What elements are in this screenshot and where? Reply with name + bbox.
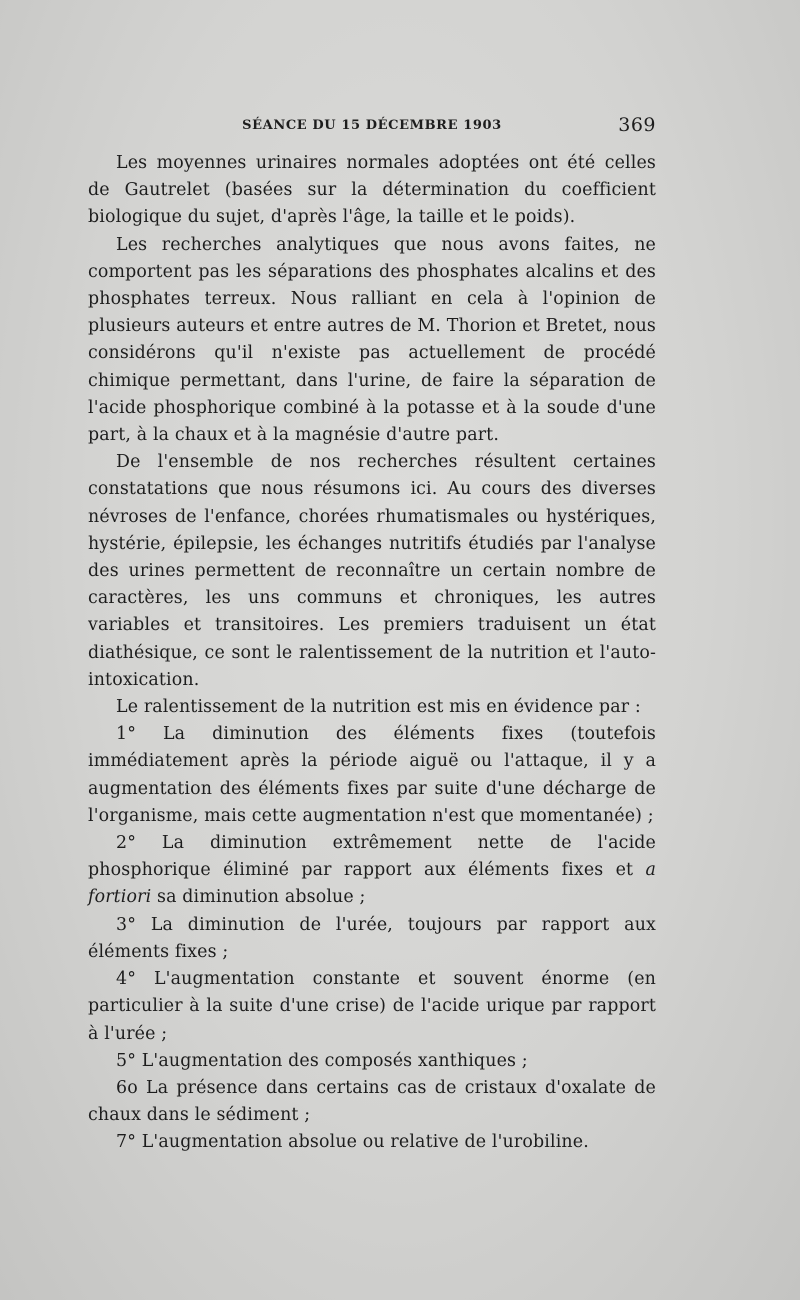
paragraph-analytical-research: Les recherches analytiques que nous avons faites, ne comportent pas les séparations des phosphates alcalins et des phosphates terreux. Nous ralliant en cela à l'opinion de plusieurs auteurs et entre autres de M. Thorion et Bretet, nous considérons qu'il n'existe pas actuellement de procédé chimique permettant, dans l'urine, de faire la séparation de l'acide phosphorique combiné à la potasse et à la soude d'une part, à la chaux et à la magnésie d'autre part. bbox=[88, 234, 656, 446]
list-item-7: 7° L'augmentation absolue ou relative de l'urobiline. bbox=[116, 1132, 589, 1153]
list-item-2-italic: a fortiori bbox=[88, 860, 656, 908]
list-item-2-text-a: 2° La diminution extrêmement nette de l'acide phosphorique éliminé par rapport aux éléments fixes et bbox=[88, 833, 656, 881]
paragraph-findings: De l'ensemble de nos recherches résultent certaines constatations que nous résumons ici. Au cours des diverses névroses de l'enfance, chorées rhumatismales ou hystériques, hystérie, épilepsie, les échanges nutritifs étudiés par l'analyse des urines permettent de reconnaître un certain nombre de caractères, les uns communs et chroniques, les autres variables et transitoires. Les premiers traduisent un état diathésique, ce sont le ralentissement de la nutrition et l'auto-intoxication. bbox=[88, 452, 656, 690]
page-number: 369 bbox=[618, 114, 656, 136]
body-text bbox=[88, 150, 656, 1157]
running-head bbox=[88, 114, 656, 144]
running-title: SÉANCE DU 15 DÉCEMBRE 1903 bbox=[242, 118, 502, 133]
list-item-3: 3° La diminution de l'urée, toujours par rapport aux éléments fixes ; bbox=[88, 914, 656, 962]
list-item-2 bbox=[88, 830, 656, 912]
paragraph-urinary-means: Les moyennes urinaires normales adoptées ont été celles de Gautrelet (basées sur la détermination du coefficient biologique du sujet, d'après l'âge, la taille et le poids). bbox=[88, 153, 656, 228]
list-item-2-text-b: sa diminution absolue ; bbox=[151, 887, 366, 908]
list-item-1: 1° La diminution des éléments fixes (toutefois immédiatement après la période aiguë ou l'attaque, il y a augmentation des éléments fixes par suite d'une décharge de l'organisme, mais cette augmentation n'est que momentanée) ; bbox=[88, 724, 656, 826]
paragraph-nutrition-slowdown: Le ralentissement de la nutrition est mis en évidence par : bbox=[116, 697, 641, 718]
list-item-4: 4° L'augmentation constante et souvent énorme (en particulier à la suite d'une crise) de l'acide urique par rapport à l'urée ; bbox=[88, 969, 656, 1044]
list-item-6: 6o La présence dans certains cas de cristaux d'oxalate de chaux dans le sédiment ; bbox=[88, 1077, 656, 1126]
list-item-5: 5° L'augmentation des composés xanthiques ; bbox=[116, 1050, 528, 1071]
